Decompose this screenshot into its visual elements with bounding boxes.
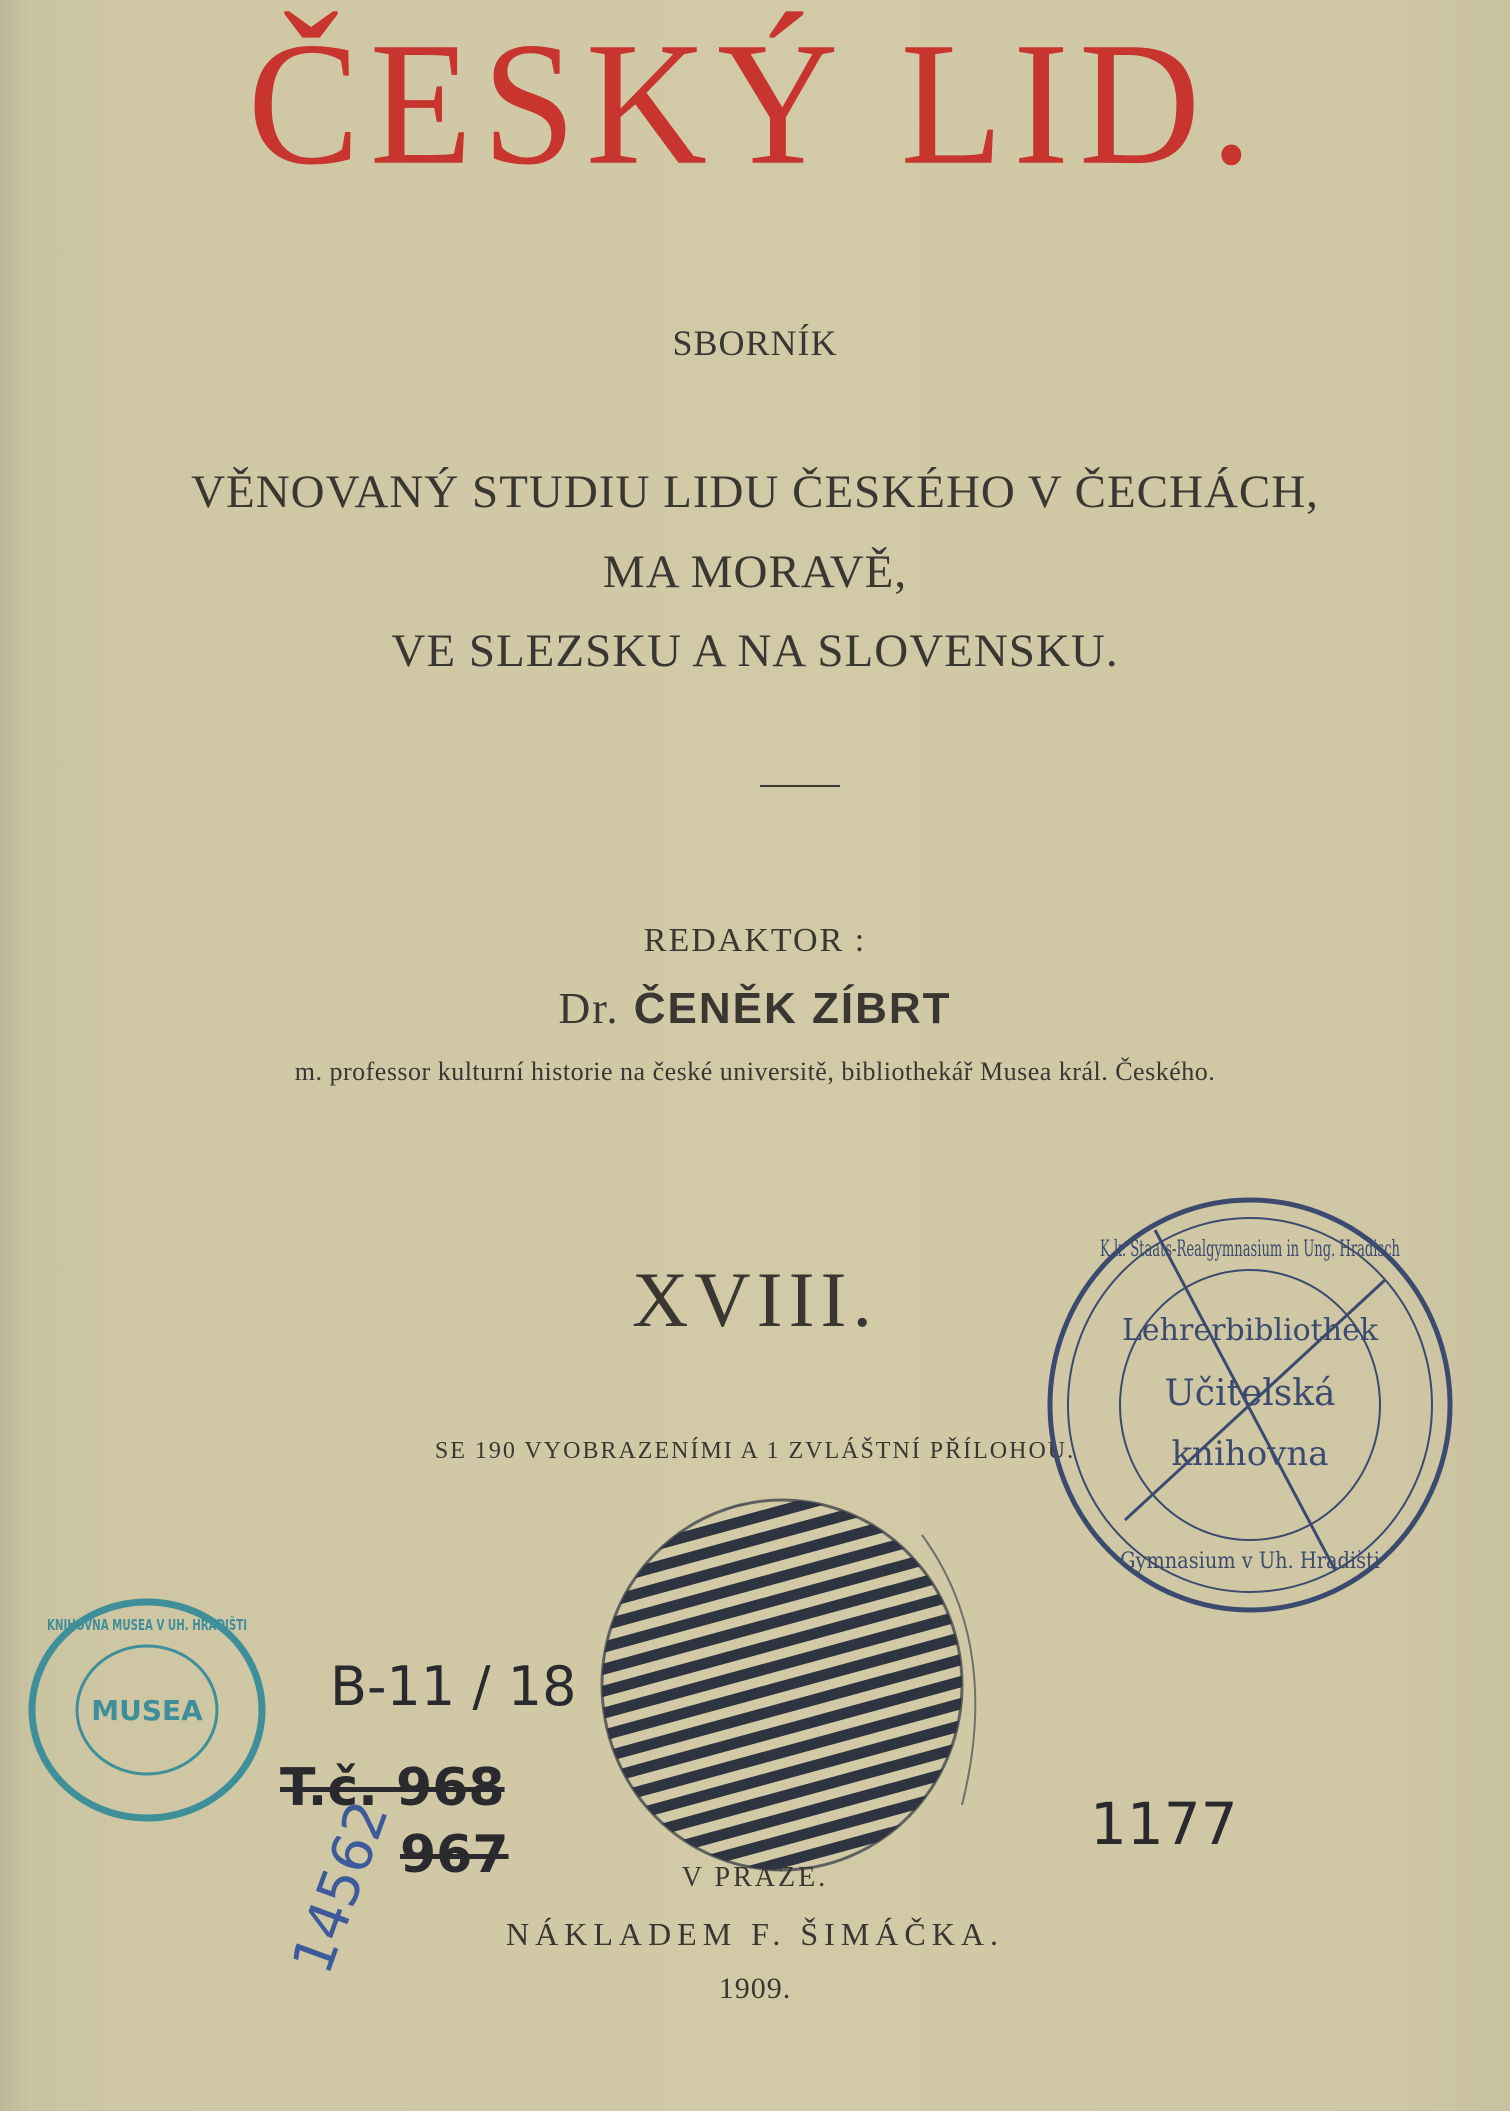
imprint-publisher: NÁKLADEM F. ŠIMÁČKA. xyxy=(506,1916,1004,1952)
right-stamp-outer: K.k. Staats-Realgymnasium in Ung. Hradisch xyxy=(1100,1237,1400,1262)
cancellation-stamp-icon xyxy=(582,1475,1022,1895)
editor-label: REDAKTOR : xyxy=(643,922,867,959)
volume-number: XVIII. xyxy=(631,1256,879,1343)
right-stamp-line-1: Lehrerbibliothek xyxy=(1122,1313,1378,1348)
right-stamp-bottom: Gymnasium v Uh. Hradišti xyxy=(1120,1549,1380,1574)
left-stamp-outer: KNIHOVNA MUSEA V UH. HRADIŠTI xyxy=(47,1616,341,1634)
imprint-place: V PRAZE. xyxy=(681,1862,829,1893)
library-stamp-right-icon xyxy=(1035,1190,1470,1620)
hatch-line xyxy=(582,1335,1022,1455)
editor-prefix: Dr. xyxy=(558,984,620,1033)
subtitle-line-3: VE SLEZSKU A NA SLOVENSKU. xyxy=(391,625,1119,677)
left-stamp-center: MUSEA xyxy=(91,1694,203,1727)
handwritten-number-b: 967 xyxy=(400,1825,509,1885)
book-title: ČESKÝ LID. xyxy=(247,6,1263,202)
editor-name: ČENĚK ZÍBRT xyxy=(633,984,952,1033)
publication-kind: SBORNÍK xyxy=(672,323,838,363)
imprint-year: 1909. xyxy=(718,1972,792,2005)
editor-role: m. professor kulturní historie na české universitě, bibliothekář Musea král. Českého. xyxy=(294,1057,1216,1086)
right-stamp-line-2: Učitelská xyxy=(1164,1373,1336,1414)
handwritten-number-c: 1177 xyxy=(1090,1790,1238,1858)
subtitle-line-2: MA MORAVĚ, xyxy=(602,546,908,598)
editor-name-line xyxy=(0,983,1510,1034)
museum-stamp-left-icon xyxy=(22,1590,341,1830)
divider-rule xyxy=(760,785,840,787)
illustrations-note: SE 190 VYOBRAZENÍMI A 1 ZVLÁŠTNÍ PŘÍLOHOU. xyxy=(434,1438,1076,1464)
handwritten-number-a: T.č. 968 xyxy=(280,1758,505,1818)
subtitle-line-1: VĚNOVANÝ STUDIU LIDU ČESKÉHO V ČECHÁCH, xyxy=(191,466,1319,518)
handwritten-number-d: 14562 xyxy=(280,1792,403,1983)
handwritten-shelf-mark: B-11 / 18 xyxy=(330,1655,577,1718)
right-stamp-line-3: knihovna xyxy=(1171,1434,1329,1474)
